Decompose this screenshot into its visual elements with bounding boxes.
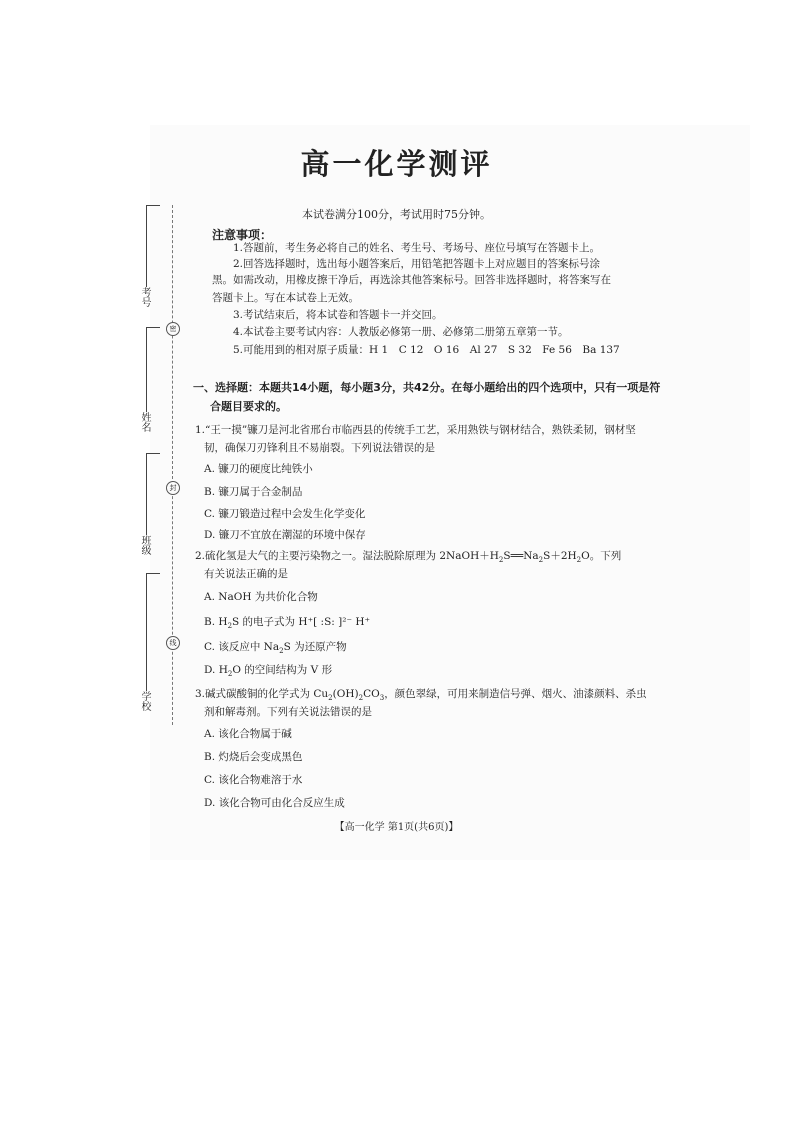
feng-mark: 封 <box>166 481 180 495</box>
margin-line <box>146 573 147 691</box>
page-footer: 【高一化学 第1页(共6页)】 <box>334 822 459 833</box>
note-item: 黑。如需改动，用橡皮擦干净后，再选涂其他答案标号。回答非选择题时，将答案写在 <box>212 274 611 286</box>
q2-option-b: B. $H_2S$ 的电子式为 H⁺[ :S: ]²⁻ H⁺ <box>204 616 371 631</box>
q1-option-a: A. 镰刀的硬度比纯铁小 <box>204 463 313 475</box>
banji-label: 班级 <box>139 535 150 555</box>
margin-line <box>146 327 147 412</box>
q3-option-d: D. 该化合物可由化合反应生成 <box>204 797 345 809</box>
note-item: 1.答题前，考生务必将自己的姓名、考生号、考场号、座位号填写在答题卡上。 <box>233 242 601 254</box>
margin-line <box>146 327 160 328</box>
xingming-label: 姓名 <box>139 412 150 432</box>
question-3-cont: 剂和解毒剂。下列有关说法错误的是 <box>204 706 372 718</box>
note-item: 5.可能用到的相对原子质量：H 1 C 12 O 16 Al 27 S 32 Fe 56 Ba 137 <box>233 344 620 356</box>
section-heading: 一、选择题：本题共14小题，每小题3分，共42分。在每小题给出的四个选项中，只有一项是符 <box>193 381 661 394</box>
xian-mark: 线 <box>166 636 180 650</box>
question-2-cont: 有关说法正确的是 <box>204 568 288 580</box>
question-1-cont: 韧，确保刀刃锋利且不易崩裂。下列说法错误的是 <box>204 442 435 454</box>
kaohao-label: 考号 <box>139 287 150 307</box>
notes-heading: 注意事项： <box>212 228 273 242</box>
margin-line <box>146 573 160 574</box>
margin-line <box>146 453 160 454</box>
q1-option-d: D. 镰刀不宜放在潮湿的环境中保存 <box>204 529 366 541</box>
margin-line <box>146 453 147 535</box>
note-item: 3.考试结束后，将本试卷和答题卡一并交回。 <box>233 309 443 321</box>
q2-option-d: D. $H_2O$ 的空间结构为 V 形 <box>204 664 333 679</box>
question-3: 3.碱式碳酸铜的化学式为 $Cu_2(OH)_2CO_3$，颜色翠绿，可用来制造信号弹、烟火、油漆颜料、杀虫 <box>195 688 647 703</box>
q2-option-a: A. NaOH 为共价化合物 <box>204 591 318 603</box>
question-2: 2.硫化氢是大气的主要污染物之一。湿法脱除原理为 $2NaOH+H_2S══Na_2S+2H_2O$。下列 <box>195 550 622 565</box>
note-item: 4.本试卷主要考试内容：人教版必修第一册、必修第二册第五章第一节。 <box>233 326 569 338</box>
q3-option-a: A. 该化合物属于碱 <box>204 728 292 740</box>
note-item: 2.回答选择题时，选出每小题答案后，用铅笔把答题卡上对应题目的答案标号涂 <box>233 258 601 270</box>
note-item: 答题卡上。写在本试卷上无效。 <box>212 292 359 304</box>
q3-option-c: C. 该化合物难溶于水 <box>204 774 303 786</box>
electron-formula: ⁺[ :S: ]²⁻ H⁺ <box>307 616 371 628</box>
q1-option-b: B. 镰刀属于合金制品 <box>204 486 303 498</box>
q2-option-c: C. 该反应中 $Na_2S$ 为还原产物 <box>204 641 347 656</box>
question-1: 1.“王一摸”镰刀是河北省邢台市临西县的传统手工艺，采用熟铁与钢材结合，熟铁柔韧，钢材坚 <box>195 424 636 436</box>
page-title: 高一化学测评 <box>300 147 493 181</box>
mi-mark: 密 <box>166 322 180 336</box>
xuexiao-label: 学校 <box>139 691 150 711</box>
section-heading-cont: 合题目要求的。 <box>210 400 287 413</box>
exam-info: 本试卷满分100分，考试用时75分钟。 <box>302 208 491 221</box>
q1-option-c: C. 镰刀锻造过程中会发生化学变化 <box>204 508 366 520</box>
q3-option-b: B. 灼烧后会变成黑色 <box>204 751 303 763</box>
